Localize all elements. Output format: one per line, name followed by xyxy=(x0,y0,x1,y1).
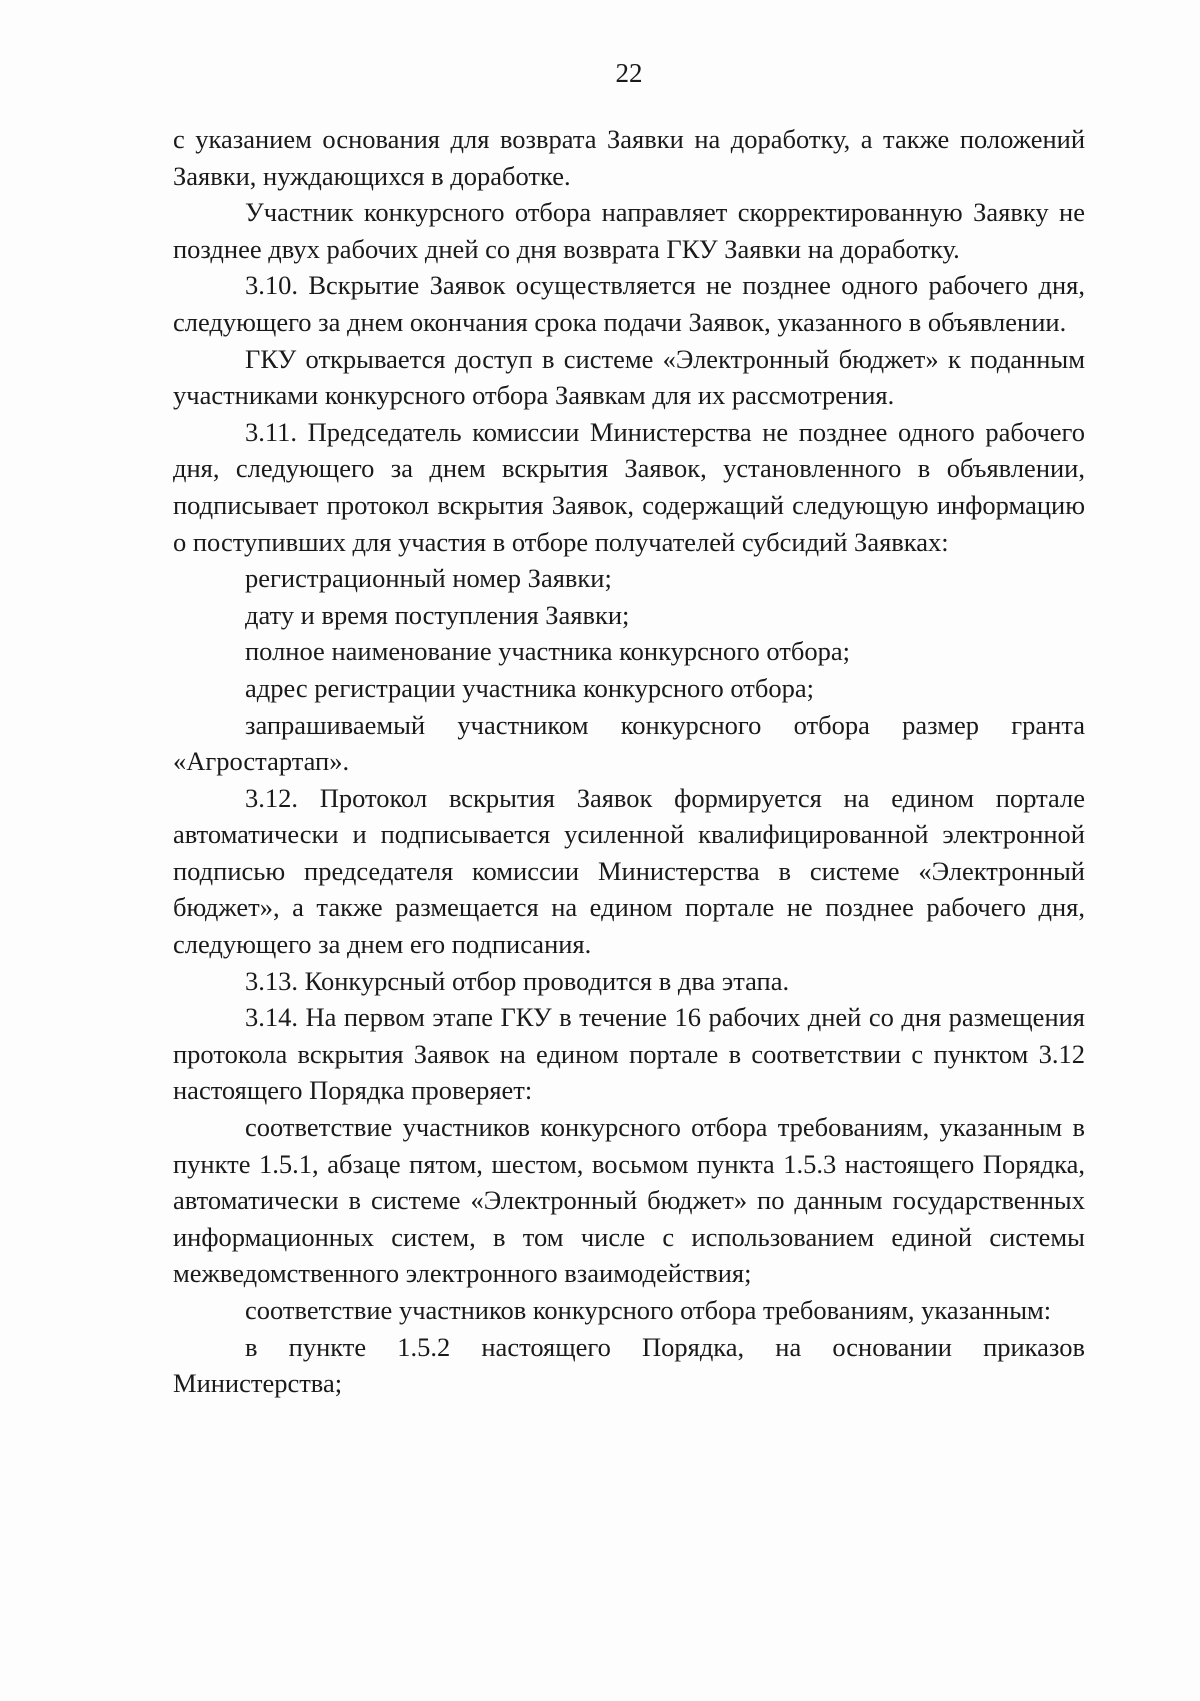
paragraph: 3.14. На первом этапе ГКУ в течение 16 рабочих дней со дня размещения протокола вскрытия Заявок на едином портале в соответствии с пунктом 3.12 настоящего Порядка проверяет: xyxy=(173,1002,1085,1106)
paragraph: 3.13. Конкурсный отбор проводится в два этапа. xyxy=(245,965,790,996)
list-item: регистрационный номер Заявки; xyxy=(245,563,612,594)
paragraph: ГКУ открывается доступ в системе «Электронный бюджет» к поданным участниками конкурсного отбора Заявкам для их рассмотрения. xyxy=(173,343,1085,411)
paragraph: соответствие участников конкурсного отбора требованиям, указанным в пункте 1.5.1, абзаце пятом, шестом, восьмом пункта 1.5.3 настоящего Порядка, автоматически в системе «Электронный бюджет» по данным государственных информационных систем, в том числе с использованием единой системы межведомственного электронного взаимодействия; xyxy=(173,1112,1085,1289)
paragraph: 3.12. Протокол вскрытия Заявок формируется на едином портале автоматически и подписывается усиленной квалифицированной электронной подписью председателя комиссии Министерства в системе «Электронный бюджет», а также размещается на едином портале не позднее рабочего дня, следующего за днем его подписания. xyxy=(173,782,1085,960)
paragraph: Участник конкурсного отбора направляет скорректированную Заявку не позднее двух рабочих дней со дня возврата ГКУ Заявки на доработку. xyxy=(173,197,1085,264)
paragraph: 3.10. Вскрытие Заявок осуществляется не позднее одного рабочего дня, следующего за днем окончания срока подачи Заявок, указанного в объявлении. xyxy=(173,270,1085,337)
list-item: полное наименование участника конкурсного отбора; xyxy=(245,636,850,667)
page-number: 22 xyxy=(615,58,643,88)
paragraph: с указанием основания для возврата Заявки на доработку, а также положений Заявки, нуждающихся в доработке. xyxy=(173,124,1085,191)
paragraph: 3.11. Председатель комиссии Министерства не позднее одного рабочего дня, следующего за днем вскрытия Заявок, установленного в объявлении, подписывает протокол вскрытия Заявок, содержащий следующую информацию о поступивших для участия в отборе получателей субсидий Заявках: xyxy=(173,416,1085,557)
list-item: запрашиваемый участником конкурсного отбора размер гранта «Агростартап». xyxy=(173,709,1085,777)
paragraph: соответствие участников конкурсного отбора требованиям, указанным: xyxy=(245,1295,1052,1325)
paragraph: в пункте 1.5.2 настоящего Порядка, на основании приказов Министерства; xyxy=(173,1331,1085,1399)
list-item: адрес регистрации участника конкурсного отбора; xyxy=(245,672,814,703)
list-item: дату и время поступления Заявки; xyxy=(245,599,630,630)
document-body xyxy=(173,121,1085,1402)
